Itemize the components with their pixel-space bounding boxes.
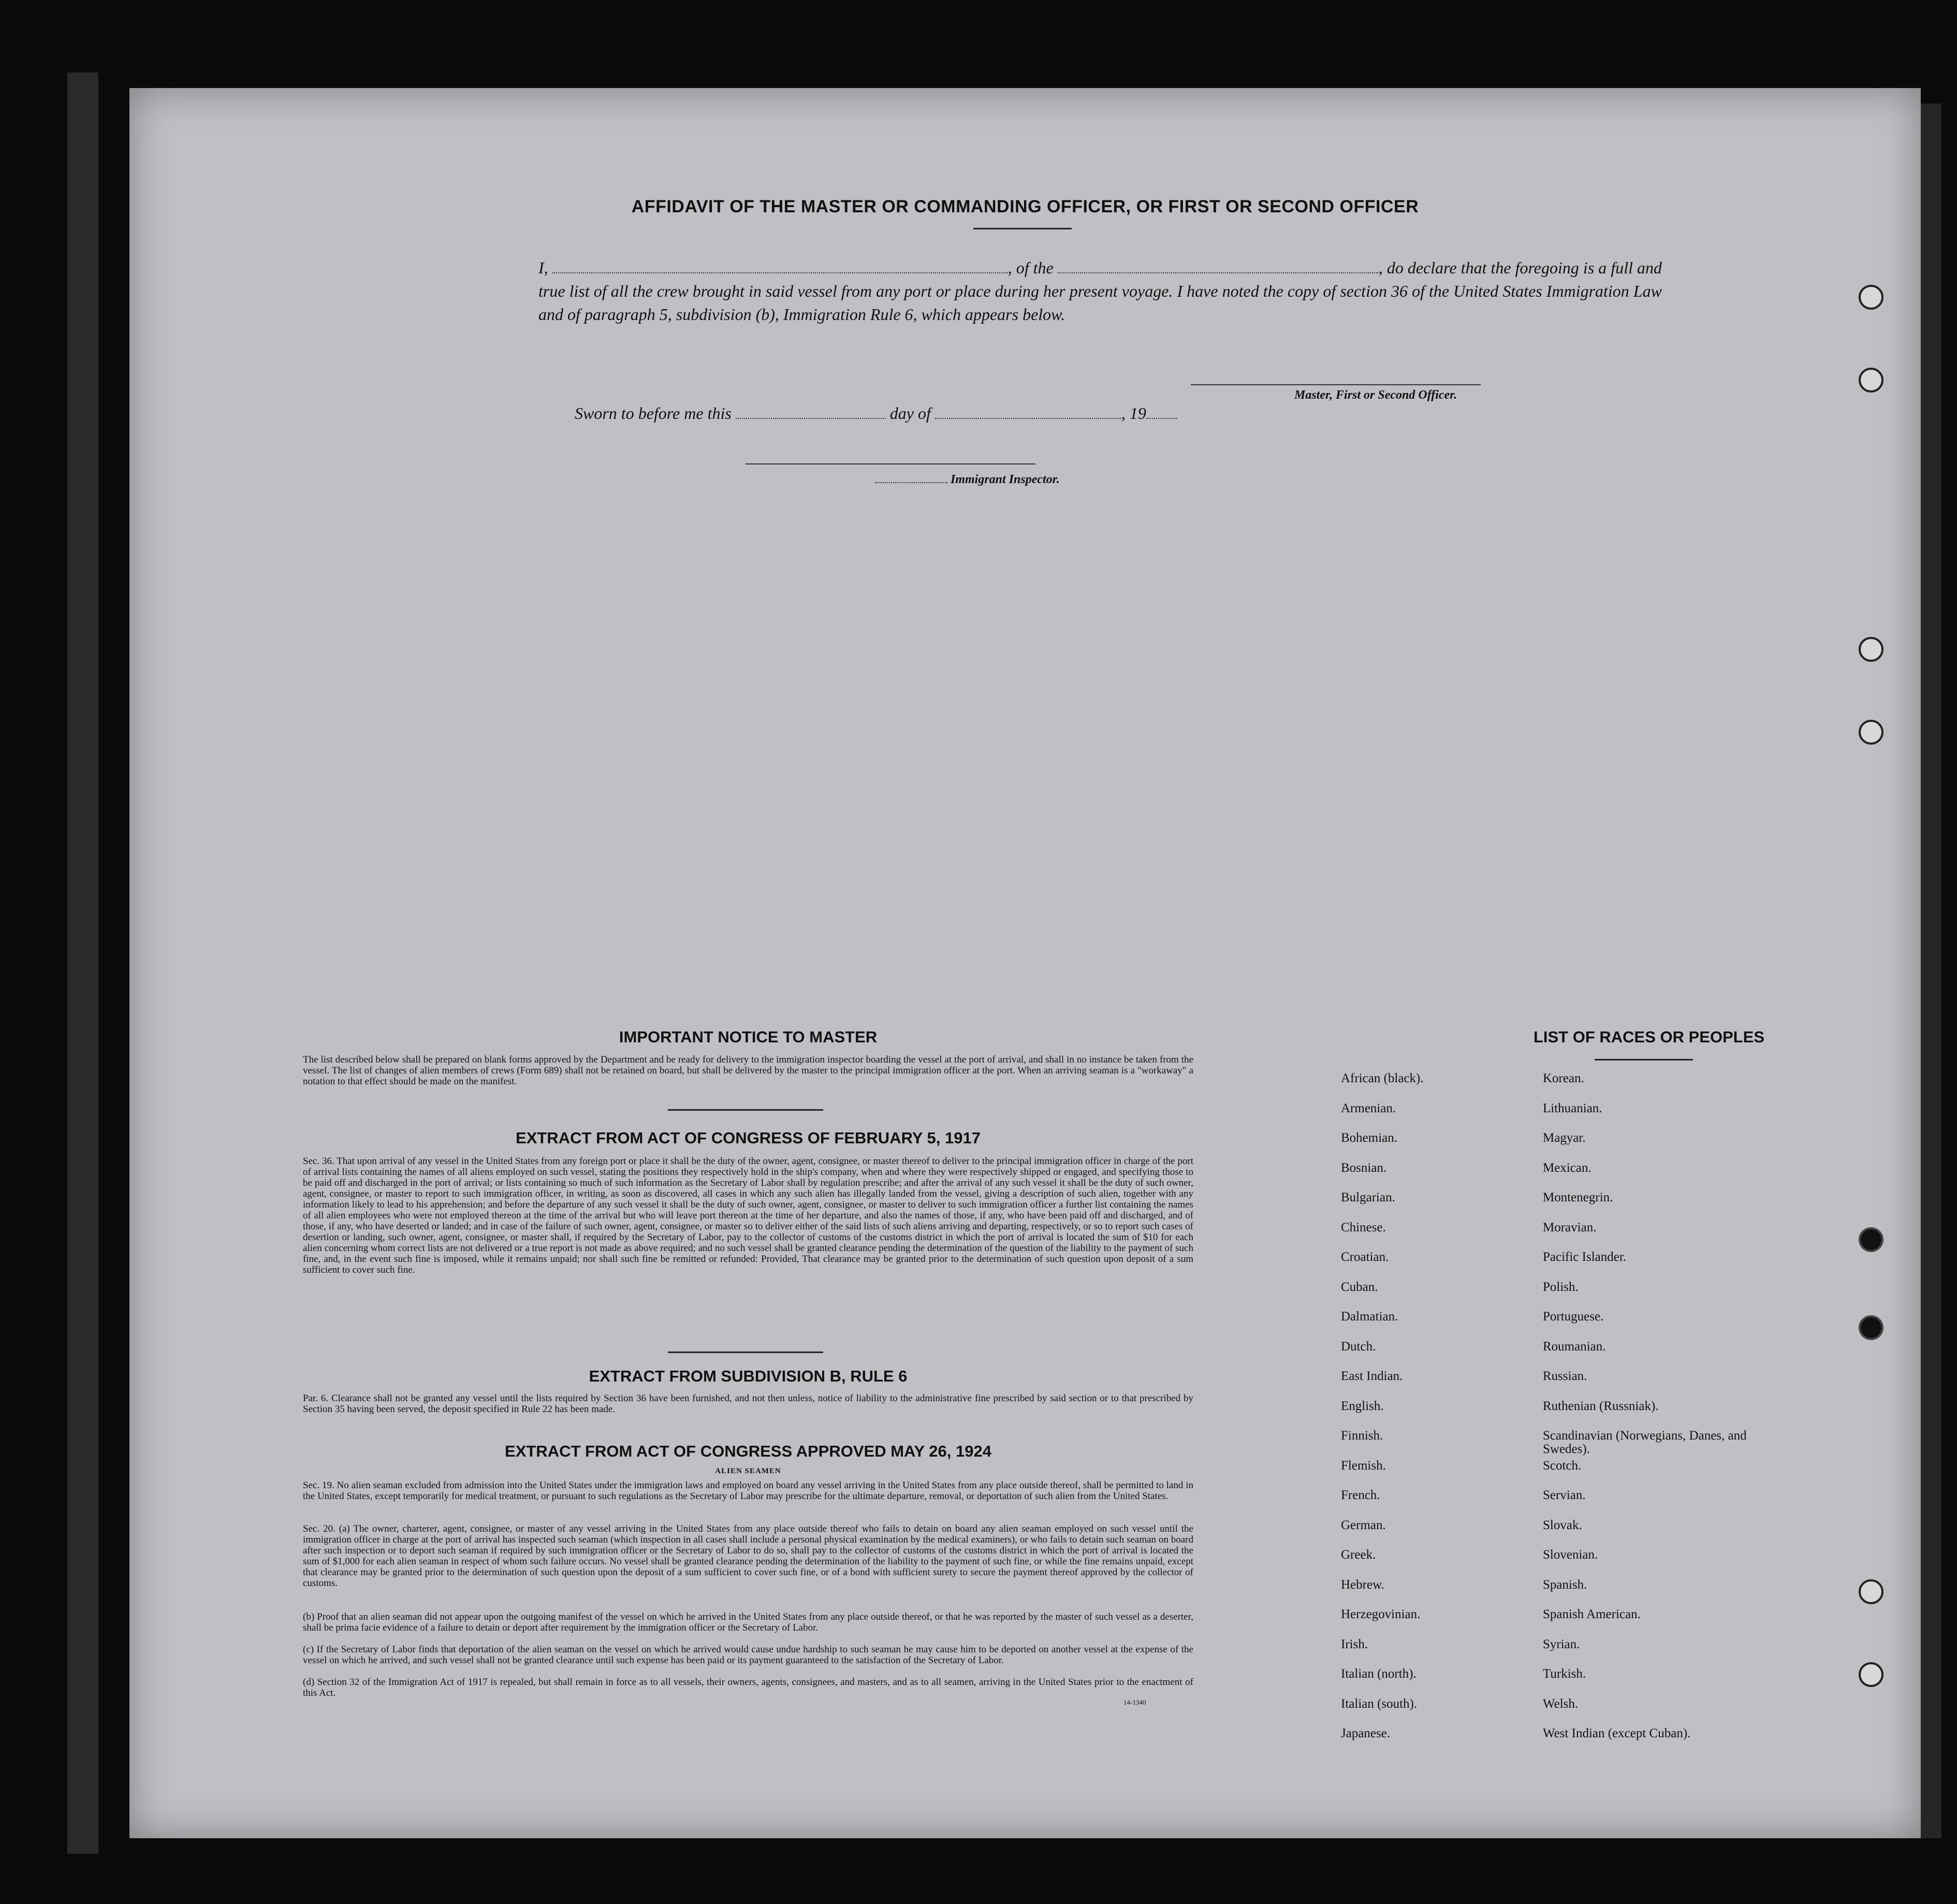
day-of-label: day of xyxy=(889,404,931,423)
race-item: Roumanian. xyxy=(1543,1339,1606,1354)
sworn-day-blank[interactable] xyxy=(736,418,886,419)
year-prefix: , 19 xyxy=(1121,404,1146,423)
race-item: Montenegrin. xyxy=(1543,1190,1613,1204)
vessel-name-blank[interactable] xyxy=(1058,272,1379,273)
race-item: Korean. xyxy=(1543,1071,1584,1085)
declaration-i-label: I, xyxy=(538,258,548,277)
race-item: Portuguese. xyxy=(1543,1310,1604,1324)
race-item: Cuban. xyxy=(1341,1280,1378,1294)
binder-hole xyxy=(1859,368,1883,393)
sworn-line xyxy=(575,404,1177,423)
races-title-rule xyxy=(1595,1059,1693,1060)
race-item: Scotch. xyxy=(1543,1458,1582,1473)
race-item: Armenian. xyxy=(1341,1101,1396,1115)
race-item: Moravian. xyxy=(1543,1220,1597,1234)
race-item: Italian (south). xyxy=(1341,1696,1418,1711)
race-item: Dalmatian. xyxy=(1341,1310,1398,1324)
act-1917-title: EXTRACT FROM ACT OF CONGRESS OF FEBRUARY 5, 1917 xyxy=(516,1129,981,1147)
race-item: Greek. xyxy=(1341,1548,1376,1562)
binder-hole xyxy=(1859,637,1883,662)
act-1924-sec20d: (d) Section 32 of the Immigration Act of 1917 is repealed, but shall remain in force as to all vessels, their owners, agents, consignees, and masters, and as to all seamen, arriving in the United States prior to the enactment of this Act. xyxy=(303,1677,1193,1698)
form-number: 14-1340 xyxy=(1123,1698,1146,1706)
race-item: Irish. xyxy=(1341,1637,1368,1651)
race-item: French. xyxy=(1341,1488,1380,1502)
act-1924-sec19: Sec. 19. No alien seaman excluded from admission into the United States under the immigration laws and employed on board any vessel arriving in the United States from any place outside thereof, shall be permitted to land in the United States, except temporarily for medical treatment, or pursuant to such regulations as the Secretary of Labor may prescribe for the ultimate departure, removal, or deportation of such alien from the United States. xyxy=(303,1480,1193,1502)
binder-hole xyxy=(1859,1662,1883,1687)
race-item: Slovenian. xyxy=(1543,1548,1598,1562)
act-1924-sec20a: Sec. 20. (a) The owner, charterer, agent, consignee, or master of any vessel arriving in the United States from any place outside thereof who fails to detain on board any alien seaman employed on such vessel until the immigration officer in charge at the port of arrival has inspected such seaman (which inspection in all cases shall include a personal physical examination by the medical examiners), or who fails to detain such seaman on board after such inspection or to deport such seaman if required by such immigration officer or the Secretary of Labor to do so, shall pay to the collector of customs of the customs district in which the port of arrival is located the sum of $1,000 for each alien seaman in respect of whom such failure occurs. No vessel shall be granted clearance pending the determination of the liability to the payment of such fine, or while the fine remains unpaid, except that clearance may be granted prior to the determination of such question upon the deposit of a sum sufficient to cover such fine, or of a bond with sufficient surety to secure the payment thereof approved by the collector of customs. xyxy=(303,1523,1193,1589)
race-item: German. xyxy=(1341,1518,1386,1532)
master-signature-line[interactable] xyxy=(1191,384,1481,385)
do-declare-label: , do declare xyxy=(1378,258,1457,277)
binder-hole xyxy=(1859,285,1883,310)
binder-hole xyxy=(1859,1579,1883,1604)
sworn-month-blank[interactable] xyxy=(935,418,1121,419)
race-item: West Indian (except Cuban). xyxy=(1543,1726,1691,1740)
race-item: Flemish. xyxy=(1341,1458,1386,1473)
race-item: Spanish American. xyxy=(1543,1607,1641,1621)
declaration-text xyxy=(538,256,1662,326)
race-item: Slovak. xyxy=(1543,1518,1582,1532)
document-page xyxy=(129,88,1921,1838)
race-item: Pacific Islander. xyxy=(1543,1250,1627,1264)
race-item: Polish. xyxy=(1543,1280,1579,1294)
of-the-label: , of the xyxy=(1007,258,1054,277)
race-item: Croatian. xyxy=(1341,1250,1389,1264)
binder-hole xyxy=(1859,1315,1883,1340)
race-item: Spanish. xyxy=(1543,1577,1587,1592)
act-1917-text: Sec. 36. That upon arrival of any vessel in the United States from any foreign port or place it shall be the duty of the owner, agent, consignee, or master thereof to deliver to the principal immigration officer in charge of the port of arrival lists containing the names of all aliens employed on such vessel, stating the positions they respectively hold in the ship's company, when and where they were respectively shipped or engaged, and specifying those to be paid off and discharged in the port of arrival; or lists containing so much of such information as the Secretary of Labor shall by regulation prescribe; and after the arrival of any such vessel it shall be the duty of such owner, agent, consignee, or master to report to such immigration officer, in writing, as soon as discovered, all cases in which any such alien has illegally landed from the vessel, giving a description of such alien, together with any information likely to lead to his apprehension; and before the departure of any such vessel it shall be the duty of such owner, agent, consignee, or master to deliver to such immigration officer a further list containing the names of all alien employees who were not employed thereon at the time of the arrival but who will leave port thereon at the time of her departure, and also the names of those, if any, who have been paid off and discharged, and of those, if any, who have deserted or landed; and in case of the failure of such owner, agent, consignee, or master so to deliver either of the said lists of such aliens arriving and departing, respectively, or so to report such cases of desertion or landing, such owner, agent, consignee, or master shall, if required by the Secretary of Labor, pay to the collector of customs of the customs district in which the port of arrival is located the sum of $10 for each alien concerning whom correct lists are not delivered or a true report is not made as above required; and no such vessel shall be granted clearance pending the determination of the question of the liability to the payment of such fine, and, in the event such fine is imposed, while it remains unpaid; nor shall such fine be remitted or refunded: Provided, That clearance may be granted prior to the determination of such question upon deposit of a sum sufficient to cover such fine. xyxy=(303,1156,1193,1275)
declaration-body: that the foregoing is a full and true list of all the crew brought in said vessel from any port or place during her present voyage. I have noted the copy of section 36 of the United States Immigration Law and of paragraph 5, subdivision (b), Immigration Rule 6, which appears below. xyxy=(538,258,1662,324)
races-title: LIST OF RACES OR PEOPLES xyxy=(1533,1028,1765,1046)
race-item: African (black). xyxy=(1341,1071,1424,1085)
master-signature-label: Master, First or Second Officer. xyxy=(1294,388,1457,402)
race-item: Ruthenian (Russniak). xyxy=(1543,1399,1659,1413)
race-item: Herzegovinian. xyxy=(1341,1607,1421,1621)
sworn-prefix: Sworn to before me this xyxy=(575,404,732,423)
race-item: Russian. xyxy=(1543,1369,1587,1383)
inspector-label: Immigrant Inspector. xyxy=(951,473,1060,486)
inspector-dots xyxy=(875,482,947,483)
rule-6-title: EXTRACT FROM SUBDIVISION B, RULE 6 xyxy=(589,1367,908,1385)
race-item: Hebrew. xyxy=(1341,1577,1384,1592)
race-item: Lithuanian. xyxy=(1543,1101,1602,1115)
binder-hole xyxy=(1859,1227,1883,1252)
race-item: Magyar. xyxy=(1543,1131,1586,1145)
race-item: Welsh. xyxy=(1543,1696,1579,1711)
race-item: Syrian. xyxy=(1543,1637,1580,1651)
act-1924-sec20c: (c) If the Secretary of Labor finds that deportation of the alien seaman on the vessel on which he arrived would cause undue hardship to such seaman he may cause him to be deported on another vessel at the expense of the vessel on which he arrived, and such vessel shall not be granted clearance until such expense has been paid or its payment guaranteed to the satisfaction of the Secretary of Labor. xyxy=(303,1644,1193,1666)
race-item: Dutch. xyxy=(1341,1339,1376,1354)
race-item: Bulgarian. xyxy=(1341,1190,1395,1204)
race-item: Italian (north). xyxy=(1341,1667,1416,1681)
affidavit-title: AFFIDAVIT OF THE MASTER OR COMMANDING OFFICER, OR FIRST OR SECOND OFFICER xyxy=(631,197,1419,216)
title-rule xyxy=(973,228,1072,229)
act-1924-title: EXTRACT FROM ACT OF CONGRESS APPROVED MAY 26, 1924 xyxy=(505,1442,991,1460)
race-item: Turkish. xyxy=(1543,1667,1586,1681)
alien-seamen-subtitle: ALIEN SEAMEN xyxy=(715,1467,781,1475)
film-edge-left xyxy=(67,72,98,1854)
film-edge-right xyxy=(1921,104,1941,1838)
sworn-year-blank[interactable] xyxy=(1146,418,1177,419)
rule-6-text: Par. 6. Clearance shall not be granted any vessel until the lists required by Section 36 have been furnished, and not then unless, notice of liability to the administrative fine prescribed by said section or to that prescribed by Section 35 having been served, the deposit specified in Rule 22 has been made. xyxy=(303,1393,1193,1415)
act-1924-sec20b: (b) Proof that an alien seaman did not appear upon the outgoing manifest of the vessel on which he arrived in the United States from any place outside thereof, or that he was reported by the master of such vessel as a deserter, shall be prima facie evidence of a failure to detain or deport after requirement by the immigration officer or the Secretary of Labor. xyxy=(303,1611,1193,1633)
binder-hole xyxy=(1859,720,1883,745)
officer-name-blank[interactable] xyxy=(552,272,1008,273)
section-rule xyxy=(668,1109,823,1111)
race-item: Chinese. xyxy=(1341,1220,1386,1234)
inspector-signature-line[interactable] xyxy=(746,463,1035,464)
race-item: Servian. xyxy=(1543,1488,1586,1502)
race-item: English. xyxy=(1341,1399,1384,1413)
notice-title: IMPORTANT NOTICE TO MASTER xyxy=(619,1028,878,1046)
race-item: Finnish. xyxy=(1341,1429,1383,1443)
race-item: Mexican. xyxy=(1543,1160,1591,1175)
notice-text: The list described below shall be prepared on blank forms approved by the Department and be ready for delivery to the immigration inspector boarding the vessel at the port of arrival, and shall in no instance be taken from the vessel. The list of changes of alien members of crews (Form 689) shall not be retained on board, but shall be delivered by the master to the principal immigration officer at the port. When an arriving seaman is a "workaway" a notation to that effect should be made on the manifest. xyxy=(303,1054,1193,1087)
race-item: Bosnian. xyxy=(1341,1160,1387,1175)
race-item: Japanese. xyxy=(1341,1726,1391,1740)
race-item: Bohemian. xyxy=(1341,1131,1398,1145)
race-item: Scandinavian (Norwegians, Danes, and Swedes). xyxy=(1543,1429,1747,1456)
section-rule xyxy=(668,1351,823,1353)
race-item: East Indian. xyxy=(1341,1369,1403,1383)
inspector-signature-label xyxy=(875,473,1060,487)
